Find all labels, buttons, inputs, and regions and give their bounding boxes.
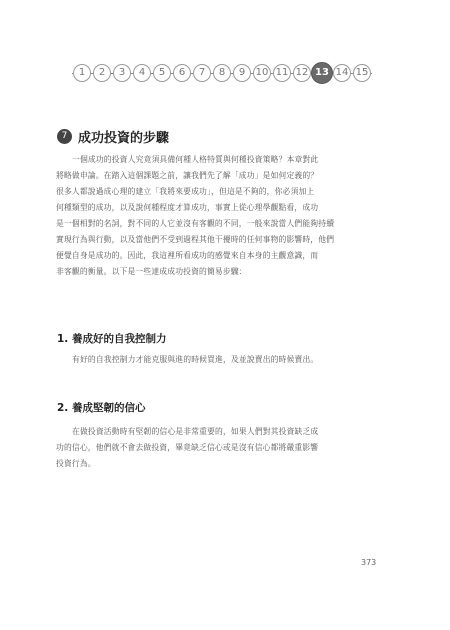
- section-heading: [57, 126, 169, 146]
- chapter-tab-6: 6: [173, 64, 191, 82]
- subsection-1-title: 1. 養成好的自我控制力: [57, 333, 167, 345]
- intro-line: 是一個相對的名詞，對不同的人它並沒有客觀的不同，一般來說當人們能夠持續: [56, 219, 335, 228]
- chapter-tab-2: 2: [93, 64, 111, 82]
- chapter-tab-7: 7: [193, 64, 211, 82]
- subsection-1-body: [56, 352, 396, 368]
- chapter-tab-1: 1: [73, 64, 91, 82]
- chapter-tab-5: 5: [153, 64, 171, 82]
- subsection-2-line: 在做投資活動時有堅韌的信心是非常重要的，如果人們對其投資缺乏成: [72, 427, 319, 436]
- intro-line: 實現行為與行動，以及當他們不受到過程其他干擾時的任何事物的影響時，他們: [56, 235, 335, 244]
- section-title: 成功投資的步驟: [78, 130, 170, 146]
- page-number: 373: [361, 558, 377, 567]
- chapter-tab-10: 10: [253, 64, 271, 82]
- subsection-2-line: 投資行為。: [56, 459, 96, 468]
- chapter-tab-13: 13: [311, 62, 333, 84]
- intro-line: 一個成功的投資人究竟須具備何種人格特質與何種投資策略？本章對此: [72, 155, 319, 164]
- chapter-tab-14: 14: [333, 64, 351, 82]
- subsection-2-title: 2. 養成堅韌的信心: [57, 402, 146, 414]
- chapter-tab-12: 12: [293, 64, 311, 82]
- chapter-tab-15: 15: [353, 64, 371, 82]
- chapter-tab-9: 9: [233, 64, 251, 82]
- chapter-tab-8: 8: [213, 64, 231, 82]
- intro-line: 很多人都說過成心理的建立「我將來要成功」，但這是不夠的，你必須加上: [56, 187, 315, 196]
- chapter-tab-11: 11: [273, 64, 291, 82]
- subsection-2-line: 功的信心，他們就不會去做投資，畢竟缺乏信心或是沒有信心都將嚴重影響: [56, 443, 319, 452]
- chapter-tabs: [72, 60, 372, 86]
- intro-line: 何種類型的成功，以及說何種程度才算成功，事實上從心理學觀點看，成功: [56, 203, 319, 212]
- intro-line: 非客觀的衡量。以下是一些達成成功投資的簡易步驟：: [56, 267, 247, 276]
- section-number-icon: 7: [57, 129, 72, 144]
- intro-line: 將略做申論。在踏入這個課題之前，讓我們先了解「成功」是如何定義的？: [56, 171, 319, 180]
- intro-line: 便覺自身是成功的。因此，我這裡所看成功的感覺來自本身的主觀意識，而: [56, 251, 319, 260]
- chapter-tab-3: 3: [113, 64, 131, 82]
- subsection-1-line: 有好的自我控制力才能克服與進的時候買進，及並說賣出的時候賣出。: [72, 355, 319, 364]
- chapter-tab-4: 4: [133, 64, 151, 82]
- intro-paragraph: [56, 152, 396, 280]
- subsection-2-body: [56, 424, 396, 472]
